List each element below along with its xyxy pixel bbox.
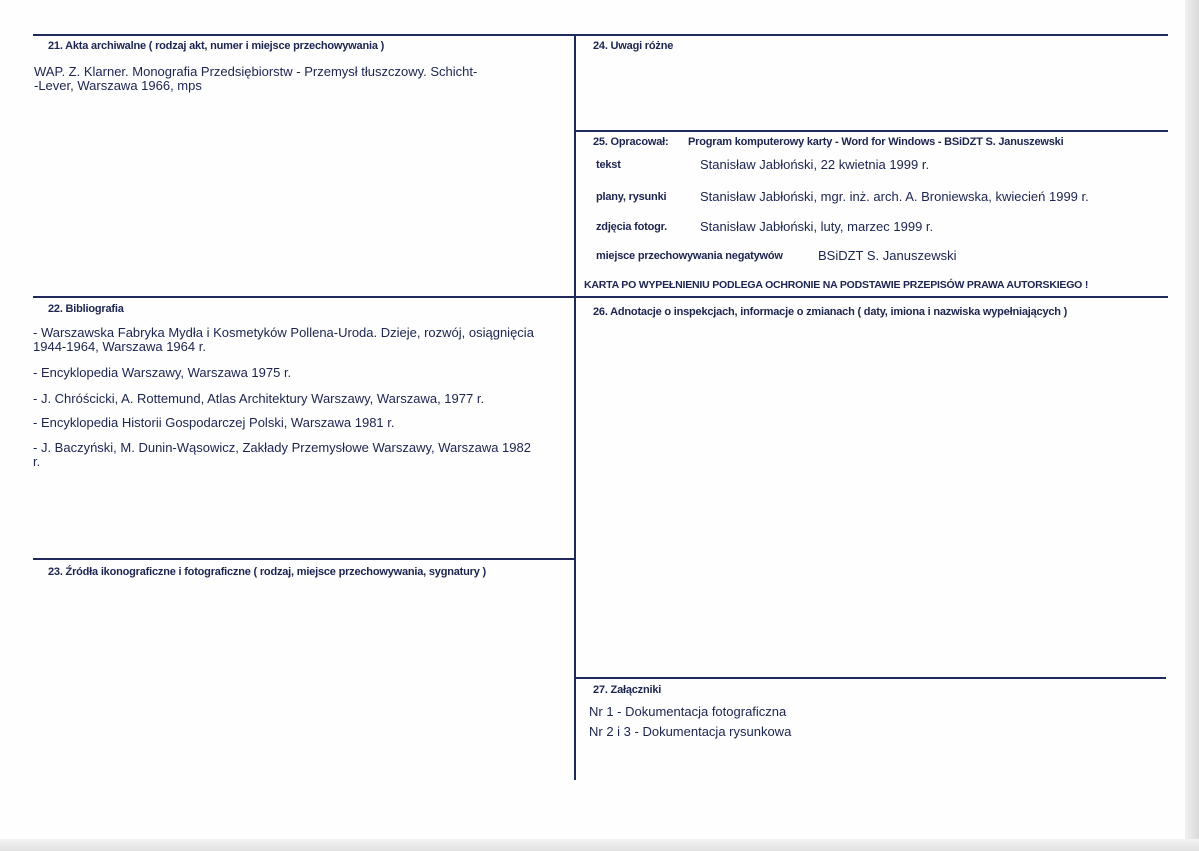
sec25-row-label-plans: plany, rysunki [596,191,667,203]
rule-sec27-top [576,677,1166,679]
sec25-row-value-photos: Stanisław Jabłoński, luty, marzec 1999 r. [700,219,934,234]
sec27-header: 27. Załączniki [593,684,662,696]
rule-sec23-top [33,558,574,560]
sec25-header-value: Program komputerowy karty - Word for Windows - BSiDZT S. Januszewski [688,136,1064,148]
sec25-row-value-negatives: BSiDZT S. Januszewski [818,248,957,263]
attachment-item: Nr 2 i 3 - Dokumentacja rysunkowa [589,724,792,739]
rule-center-vertical [574,34,576,780]
sec25-row-label-photos: zdjęcia fotogr. [596,221,667,233]
bibliography-item: - J. Chróścicki, A. Rottemund, Atlas Architektury Warszawy, Warszawa, 1977 r. [33,391,485,406]
bibliography-item: - Encyklopedia Warszawy, Warszawa 1975 r. [33,365,292,380]
sec24-header: 24. Uwagi różne [593,40,674,52]
paper-edge-bottom [0,839,1199,851]
paper-edge-right [1185,0,1199,851]
sec25-header-label: 25. Opracował: [593,136,669,148]
sec23-header: 23. Źródła ikonograficzne i fotograficzne ( rodzaj, miejsce przechowywania, sygnatury ) [48,566,486,578]
attachment-item: Nr 1 - Dokumentacja fotograficzna [589,704,787,719]
rule-sec26-top [576,296,1168,298]
rule-top-left [33,34,574,36]
rule-sec22-top [33,296,574,298]
rule-top-right [576,34,1168,36]
sec21-text: WAP. Z. Klarner. Monografia Przedsiębiorstw - Przemysł tłuszczowy. Schicht- -Lever, Warszawa 1966, mps [34,64,478,93]
bibliography-item: - Encyklopedia Historii Gospodarczej Polski, Warszawa 1981 r. [33,415,395,430]
rule-sec25-top [576,130,1168,132]
sec25-row-label-negatives: miejsce przechowywania negatywów [596,250,783,262]
sec21-header: 21. Akta archiwalne ( rodzaj akt, numer i miejsce przechowywania ) [48,40,385,52]
sec26-header: 26. Adnotacje o inspekcjach, informacje o zmianach ( daty, imiona i nazwiska wypełniających ) [593,306,1068,318]
sec25-row-value-plans: Stanisław Jabłoński, mgr. inż. arch. A. Broniewska, kwiecień 1999 r. [700,189,1089,204]
sec22-header: 22. Bibliografia [48,303,124,315]
sec25-row-label-text: tekst [596,159,621,171]
sec25-row-value-text: Stanisław Jabłoński, 22 kwietnia 1999 r. [700,157,930,172]
bibliography-item: - J. Baczyński, M. Dunin-Wąsowicz, Zakłady Przemysłowe Warszawy, Warszawa 1982 r. [33,440,531,469]
bibliography-item: - Warszawska Fabryka Mydła i Kosmetyków Pollena-Uroda. Dzieje, rozwój, osiągnięcia 1944-1964, Warszawa 1964 r. [33,325,534,354]
sec25-copyright-notice: KARTA PO WYPEŁNIENIU PODLEGA OCHRONIE NA PODSTAWIE PRZEPISÓW PRAWA AUTORSKIEGO ! [584,279,1089,291]
